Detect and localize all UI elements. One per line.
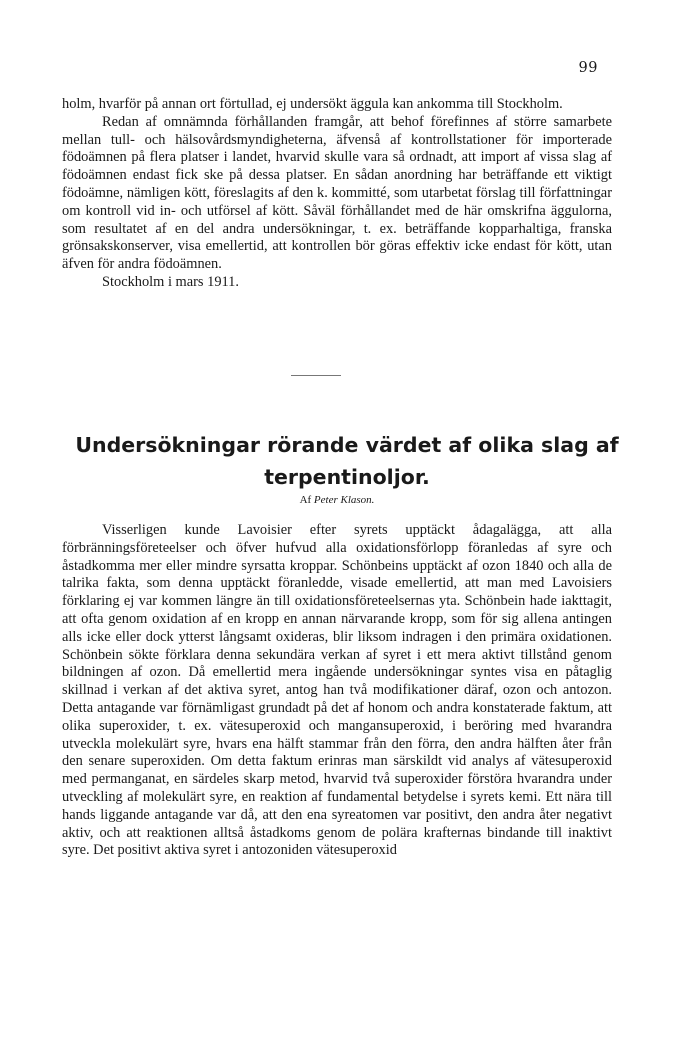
article-title-line: Undersökningar rörande värdet af olika slag af [75,433,619,457]
article-body [62,522,612,860]
paragraph: holm, hvarför på annan ort förtullad, ej undersökt äggula kan ankomma till Stockholm. [62,96,563,112]
article-title-line: terpentinoljor. [264,465,430,489]
section-divider [291,375,341,376]
article-title [40,429,654,493]
paragraph: Redan af omnämnda förhållanden framgår, att behof förefinnes af större samarbete mellan tull- och hälsovårdsmyndigheterna, äfvenså af kontrollstationer för importerade födoämnen på flera platser i landet, hvarvid skulle vara så ordnadt, att import af vissa slag af födoämnen endast fick ske på dessa platser. En sådan anordning har beträffande ett viktigt födoämne, nämligen kött, föreslagits af den k. kommitté, som utarbetat förslag till författningar om kontroll vid in- och utförsel af kött. Såväl förhållandet med de här omskrifna äggulorna, som resultatet af en del andra undersökningar, t. ex. beträffande kopparhaltiga, franska grönsakskonserver, visa emellertid, att kontrollen bör göras effektiv icke endast för kött, utan äfven för andra födoämnen. [62,113,612,273]
continued-text-section [62,96,612,292]
page-number: 99 [578,60,598,76]
author-name: Peter Klason. [313,494,375,506]
place-date-signoff: Stockholm i mars 1911. [102,273,239,290]
article-byline [62,494,612,506]
byline-prefix: Af [299,494,312,506]
paragraph: Visserligen kunde Lavoisier efter syrets upptäckt ådagalägga, att alla förbränningsföreteelser och öfver hufvud alla oxidationsförlopp föranledas af syre och åstadkomma mer eller mindre syrsatta kroppar. Schönbeins upptäckt af ozon 1840 och alla de talrika fakta, som denna upptäckt föranledde, visade emellertid, att man med Lavoisiers förklaring ej var kommen längre än till oxidationsföreteelsernas yta. Schönbein hade iakttagit, att ofta genom oxidation af en kropp en annan närvarande kropp, som för sig allena antingen alls icke eller dock ytterst långsamt oxideras, blir liksom indragen i den primära oxidationen. Schönbein sökte förklara denna sekundära verkan af syret i ett mera aktivt tillstånd genom bildningen af ozon. Då emellertid mera ingående undersökningar syntes visa en påtaglig skillnad i verkan af det aktiva syret, antog han två modifikationer däraf, ozon och antozon. Detta antagande var förnämligast grundadt på det af honom och andra konstaterade faktum, att olika superoxider, t. ex. vätesuperoxid och mangansuperoxid, i beröring med hvarandra utveckla molekulärt syre, hvars ena hälft stammar från den förra, den andra hälften åter från den senare superoxiden. Om detta faktum erinras man särskildt vid analys af vätesuperoxid med permanganat, en särdeles skarp metod, hvarvid två superoxider förstöra hvarandra under utveckling af molekulärt syre, en reaktion af fundamental betydelse i syrets kemi. Ett nära till hands liggande antagande var då, att den ena syreatomen var positivt, den andra åter negativt aktiv, och att reaktionen alltså åstadkoms genom de polära krafternas bindande till inaktivt syre. Det positivt aktiva syret i antozoniden vätesuperoxid [62,522,612,859]
